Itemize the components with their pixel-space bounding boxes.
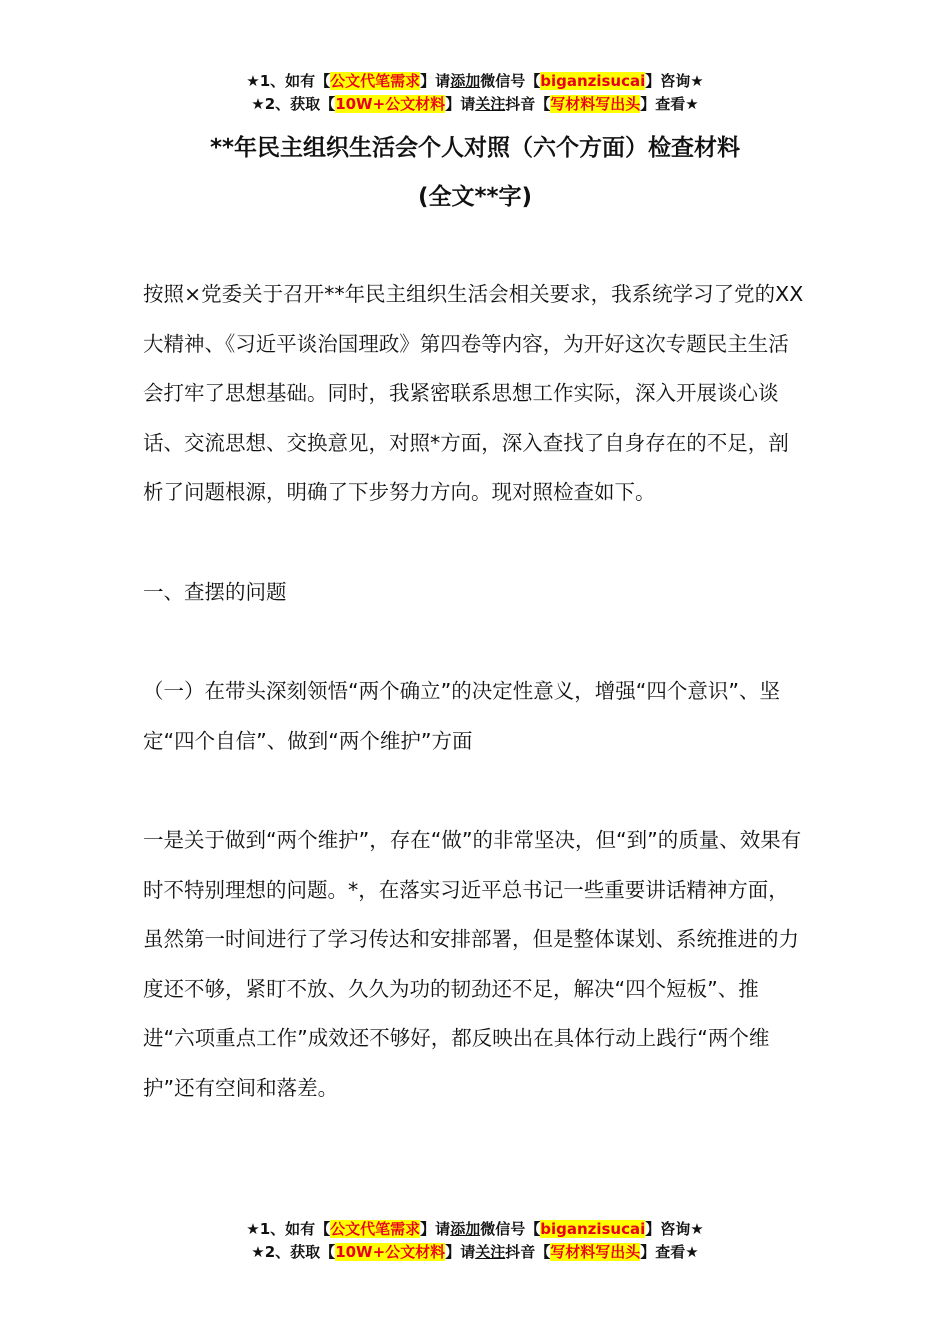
body-paragraph: 一是关于做到“两个维护”，存在“做”的非常坚决，但“到”的质量、效果有时不特别理想的问题。*，在落实习近平总书记一些重要讲话精神方面，虽然第一时间进行了学习传达和安排部署，但是整体谋划、系统推进的力度还不够，紧盯不放、久久为功的韧劲还不足，解决“四个短板”、推进“六项重点工作”成效还不够好，都反映出在具体行动上践行“两个维护”还有空间和落差。 — [143, 828, 802, 1100]
highlight-writing-service: 公文代笔需求 — [330, 1220, 421, 1238]
highlight-materials: 10W+公文材料 — [335, 1243, 446, 1261]
highlight-wechat-id: biganzisucai — [540, 72, 646, 90]
doc-title-line-2: (全文**字) — [417, 184, 533, 210]
highlight-writing-service: 公文代笔需求 — [330, 72, 421, 90]
doc-body — [143, 270, 807, 1113]
bottom-banner — [0, 1218, 950, 1264]
section-heading: 一、查摆的问题 — [143, 579, 287, 604]
highlight-wechat-id: biganzisucai — [540, 1220, 646, 1238]
banner-line-1: ★1、如有【公文代笔需求】请添加微信号【biganzisucai】咨询★ — [246, 72, 704, 90]
intro-paragraph: 按照×党委关于召开**年民主组织生活会相关要求，我系统学习了党的XX大精神、《习近平谈治国理政》第四卷等内容，为开好这次专题民主生活会打牢了思想基础。同时，我紧密联系思想工作实际，深入开展谈心谈话、交流思想、交换意见，对照*方面，深入查找了自身存在的不足，剖析了问题根源，明确了下步努力方向。现对照检查如下。 — [143, 282, 804, 504]
subsection-heading: （一）在带头深刻领悟“两个确立”的决定性意义，增强“四个意识”、坚定“四个自信”、做到“两个维护”方面 — [143, 679, 780, 753]
banner-line-1: ★1、如有【公文代笔需求】请添加微信号【biganzisucai】咨询★ — [246, 1220, 704, 1238]
banner-line-2: ★2、获取【10W+公文材料】请关注抖音【写材料写出头】查看★ — [251, 95, 699, 113]
top-banner — [0, 70, 950, 116]
doc-title-line-1: **年民主组织生活会个人对照（六个方面）检查材料 — [209, 135, 741, 161]
highlight-douyin: 写材料写出头 — [550, 1243, 641, 1261]
highlight-douyin: 写材料写出头 — [550, 95, 641, 113]
highlight-materials: 10W+公文材料 — [335, 95, 446, 113]
banner-line-2: ★2、获取【10W+公文材料】请关注抖音【写材料写出头】查看★ — [251, 1243, 699, 1261]
